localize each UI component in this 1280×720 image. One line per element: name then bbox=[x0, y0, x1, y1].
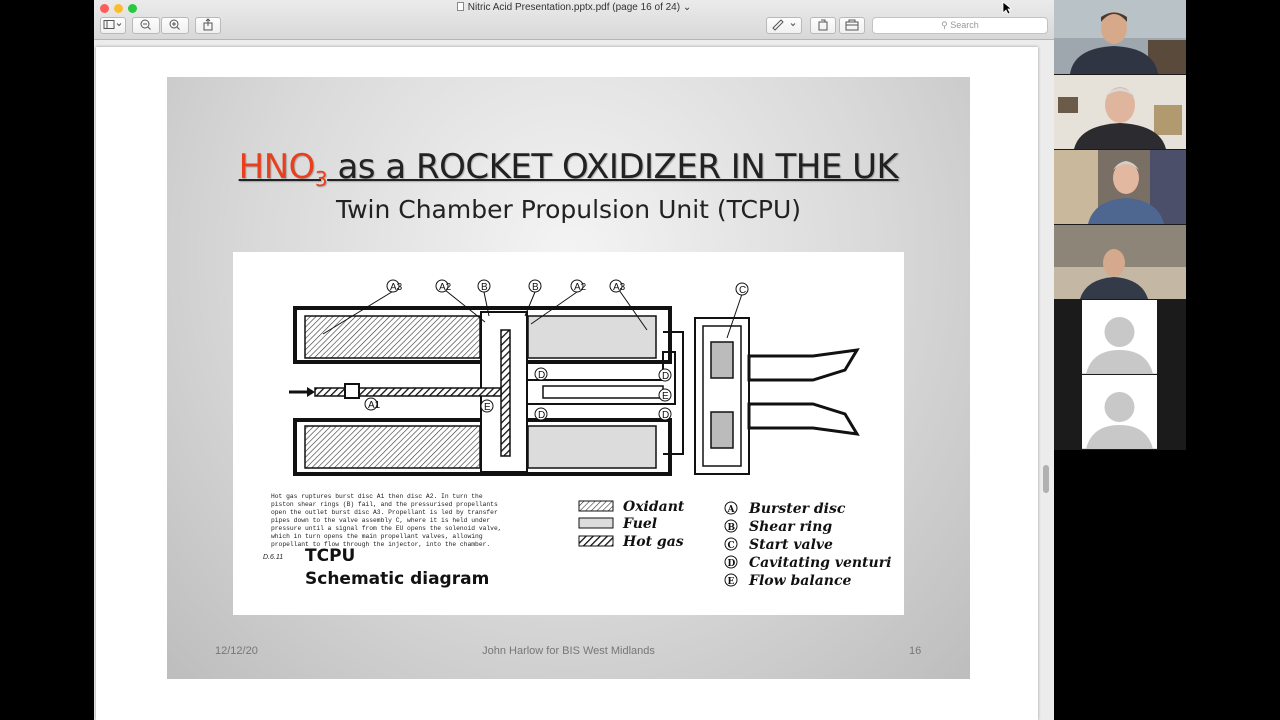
document-area bbox=[94, 41, 1054, 720]
markup-button[interactable] bbox=[766, 17, 802, 34]
pdf-document-icon bbox=[457, 2, 464, 11]
key-text: Burster disc bbox=[749, 501, 846, 517]
caption-text bbox=[271, 493, 502, 548]
valve-assembly bbox=[695, 318, 749, 474]
callout-a3-right: A3 bbox=[613, 282, 626, 293]
legend-oxidant: Oxidant bbox=[623, 499, 685, 515]
chevron-down-icon: ⌄ bbox=[680, 2, 692, 13]
search-input[interactable] bbox=[872, 17, 1048, 34]
document-title-text: Nitric Acid Presentation.pptx.pdf (page 16 of 24) bbox=[467, 2, 681, 13]
search-placeholder: Search bbox=[950, 20, 979, 30]
key-text: Start valve bbox=[749, 537, 833, 553]
document-title[interactable] bbox=[94, 2, 1054, 13]
mouse-pointer-icon bbox=[1002, 1, 1012, 15]
letter-key bbox=[725, 501, 891, 589]
participant-video-tile[interactable] bbox=[1054, 150, 1186, 224]
caption-line: Hot gas ruptures burst disc A1 then disc A2. In turn the bbox=[271, 493, 483, 500]
caption-line: pipes down to the valve assembly C, where it is held under bbox=[271, 517, 491, 524]
participant-video-tile[interactable] bbox=[1054, 75, 1186, 149]
diagram-label-schematic: Schematic diagram bbox=[305, 569, 490, 589]
slide-footer-author: John Harlow for BIS West Midlands bbox=[482, 645, 655, 657]
toolbox-button[interactable] bbox=[839, 17, 865, 34]
vertical-scrollbar[interactable] bbox=[1043, 465, 1049, 493]
rotate-button[interactable] bbox=[810, 17, 836, 34]
callout-e-1: E bbox=[484, 402, 491, 413]
tcpu-schematic-diagram bbox=[233, 252, 904, 615]
default-user-avatar-icon bbox=[1082, 300, 1157, 374]
pdf-page bbox=[96, 47, 1038, 720]
key-letter: E bbox=[727, 577, 735, 587]
slide bbox=[167, 77, 970, 679]
zoom-out-icon bbox=[133, 18, 159, 31]
participant-video-tile[interactable] bbox=[1054, 0, 1186, 74]
callout-e-2: E bbox=[662, 391, 669, 402]
zoom-in-button[interactable] bbox=[161, 17, 189, 34]
slide-footer-date: 12/12/20 bbox=[215, 645, 258, 657]
title-formula-subscript: 3 bbox=[314, 166, 328, 191]
callout-d-2: D bbox=[538, 410, 546, 421]
key-text: Shear ring bbox=[749, 519, 833, 535]
slide-footer-page-number: 16 bbox=[909, 645, 922, 657]
legend-fuel: Fuel bbox=[623, 516, 658, 532]
caption-line: open the outlet burst disc A3. Propellant is led by transfer bbox=[271, 509, 498, 516]
participant-video-strip bbox=[1054, 0, 1186, 450]
callout-d-3: D bbox=[662, 371, 670, 382]
sidebar-toggle-button[interactable] bbox=[100, 17, 126, 34]
participant-video bbox=[1054, 0, 1186, 74]
rotate-icon bbox=[811, 18, 835, 31]
caption-line: pressure until a signal from the EU opens the solenoid valve, bbox=[271, 525, 502, 532]
caption-line: propellant to flow through the injector, into the chamber. bbox=[271, 541, 491, 548]
title-red-text bbox=[238, 147, 328, 191]
caption-line: piston shear rings (B) fail, and the pressurised propellants bbox=[271, 501, 498, 508]
callout-a2-left: A2 bbox=[439, 282, 452, 293]
callout-a3-left: A3 bbox=[390, 282, 403, 293]
slide-title bbox=[167, 147, 970, 191]
title-formula: HNO bbox=[238, 147, 315, 187]
participant-avatar-tile[interactable] bbox=[1082, 300, 1157, 374]
default-user-avatar-icon bbox=[1082, 375, 1157, 449]
pen-icon bbox=[767, 18, 801, 31]
callout-c: C bbox=[739, 285, 747, 296]
diagram-label-tcpu: TCPU bbox=[305, 546, 356, 566]
zoom-out-button[interactable] bbox=[132, 17, 160, 34]
callout-a1: A1 bbox=[368, 400, 381, 411]
share-button[interactable] bbox=[195, 17, 221, 34]
sidebar-icon bbox=[102, 18, 124, 31]
callout-d-4: D bbox=[662, 410, 670, 421]
schematic-svg bbox=[233, 252, 904, 615]
callout-d-1: D bbox=[538, 370, 546, 381]
zoom-in-icon bbox=[162, 18, 188, 31]
gas-pipe bbox=[289, 384, 501, 398]
thrust-nozzles bbox=[749, 350, 857, 434]
title-rest-text: as a ROCKET OXIDIZER IN THE UK bbox=[327, 147, 899, 187]
callout-b-right: B bbox=[532, 282, 539, 293]
key-letter: B bbox=[727, 523, 736, 533]
toolbox-icon bbox=[840, 18, 864, 31]
participant-video bbox=[1054, 150, 1186, 224]
key-text: Flow balance bbox=[749, 573, 852, 589]
participant-video bbox=[1054, 75, 1186, 149]
key-letter: A bbox=[727, 505, 735, 515]
fill-legend bbox=[579, 499, 685, 550]
participant-video bbox=[1054, 225, 1186, 299]
drawing-reference: D.6.11 bbox=[263, 554, 284, 561]
title-bar bbox=[94, 0, 1054, 40]
participant-avatar-tile[interactable] bbox=[1082, 375, 1157, 449]
search-icon: ⚲ bbox=[941, 20, 948, 30]
slide-subtitle: Twin Chamber Propulsion Unit (TCPU) bbox=[335, 195, 802, 224]
callout-a2-right: A2 bbox=[574, 282, 587, 293]
key-letter: C bbox=[727, 541, 735, 551]
key-letter: D bbox=[727, 559, 736, 569]
share-icon bbox=[196, 18, 220, 31]
callout-b-left: B bbox=[481, 282, 488, 293]
pdf-viewer-window bbox=[94, 0, 1054, 720]
caption-line: which in turn opens the main propellant valves, allowing bbox=[271, 533, 483, 540]
key-text: Cavitating venturi bbox=[749, 555, 892, 571]
participant-video-tile[interactable] bbox=[1054, 225, 1186, 299]
legend-hot-gas: Hot gas bbox=[623, 534, 684, 550]
